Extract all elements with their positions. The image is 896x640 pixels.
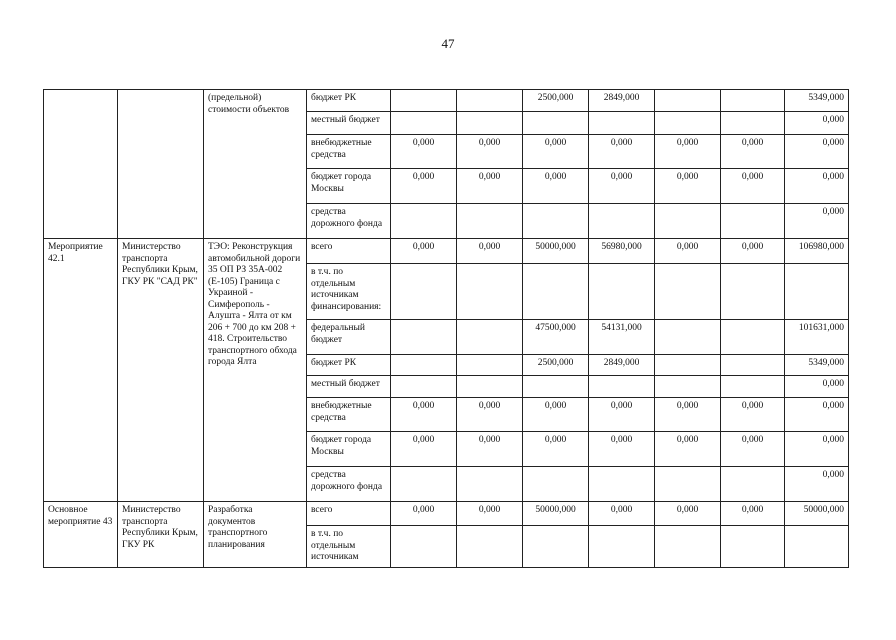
- year-value-cell: [655, 526, 721, 568]
- year-value-cell: [721, 526, 785, 568]
- total-value-cell: 106980,000: [785, 239, 849, 264]
- year-value-cell: [589, 112, 655, 135]
- year-value-cell: 0,000: [457, 239, 523, 264]
- year-value-cell: [457, 112, 523, 135]
- year-value-cell: [457, 467, 523, 502]
- year-value-cell: [721, 112, 785, 135]
- total-value-cell: [785, 264, 849, 320]
- total-value-cell: 0,000: [785, 112, 849, 135]
- year-value-cell: [457, 264, 523, 320]
- total-value-cell: 5349,000: [785, 90, 849, 112]
- year-value-cell: [523, 112, 589, 135]
- funding-source-cell: в т.ч. по отдельным источникам финансирования:: [307, 264, 391, 320]
- year-value-cell: [391, 376, 457, 398]
- year-value-cell: [655, 112, 721, 135]
- year-value-cell: 0,000: [523, 398, 589, 432]
- funding-source-cell: бюджет города Москвы: [307, 432, 391, 467]
- year-value-cell: 0,000: [523, 135, 589, 169]
- year-value-cell: 2849,000: [589, 355, 655, 376]
- year-value-cell: [391, 264, 457, 320]
- year-value-cell: [589, 264, 655, 320]
- total-value-cell: 0,000: [785, 204, 849, 239]
- year-value-cell: [391, 90, 457, 112]
- year-value-cell: [391, 320, 457, 355]
- page-number: 47: [441, 36, 455, 51]
- year-value-cell: 54131,000: [589, 320, 655, 355]
- year-value-cell: [655, 264, 721, 320]
- year-value-cell: 0,000: [721, 432, 785, 467]
- funding-source-cell: всего: [307, 502, 391, 526]
- year-value-cell: [655, 204, 721, 239]
- activity-cell: Мероприятие 42.1: [44, 239, 118, 502]
- year-value-cell: 0,000: [457, 502, 523, 526]
- year-value-cell: [721, 204, 785, 239]
- year-value-cell: 0,000: [721, 239, 785, 264]
- year-value-cell: 2500,000: [523, 355, 589, 376]
- funding-source-cell: федеральный бюджет: [307, 320, 391, 355]
- year-value-cell: 0,000: [457, 135, 523, 169]
- total-value-cell: 0,000: [785, 467, 849, 502]
- funding-source-cell: средства дорожного фонда: [307, 467, 391, 502]
- year-value-cell: [655, 355, 721, 376]
- executor-cell: [118, 90, 204, 239]
- year-value-cell: 0,000: [589, 398, 655, 432]
- year-value-cell: [391, 204, 457, 239]
- year-value-cell: [523, 376, 589, 398]
- total-value-cell: 0,000: [785, 376, 849, 398]
- year-value-cell: [523, 467, 589, 502]
- year-value-cell: [589, 376, 655, 398]
- activity-cell: [44, 90, 118, 239]
- total-value-cell: [785, 526, 849, 568]
- year-value-cell: 50000,000: [523, 239, 589, 264]
- year-value-cell: 0,000: [391, 432, 457, 467]
- executor-cell: Министерство транспорта Республики Крым, ГКУ РК: [118, 502, 204, 568]
- year-value-cell: 0,000: [391, 398, 457, 432]
- funding-source-cell: внебюджетные средства: [307, 398, 391, 432]
- year-value-cell: [391, 112, 457, 135]
- total-value-cell: 0,000: [785, 432, 849, 467]
- funding-source-cell: местный бюджет: [307, 376, 391, 398]
- year-value-cell: [457, 526, 523, 568]
- year-value-cell: 0,000: [589, 432, 655, 467]
- table-row: [44, 239, 849, 264]
- year-value-cell: 0,000: [655, 398, 721, 432]
- year-value-cell: [589, 467, 655, 502]
- total-value-cell: 5349,000: [785, 355, 849, 376]
- year-value-cell: [523, 264, 589, 320]
- year-value-cell: [391, 467, 457, 502]
- year-value-cell: [721, 376, 785, 398]
- funding-source-cell: всего: [307, 239, 391, 264]
- year-value-cell: [523, 204, 589, 239]
- year-value-cell: [523, 526, 589, 568]
- year-value-cell: 0,000: [391, 169, 457, 204]
- total-value-cell: 0,000: [785, 398, 849, 432]
- year-value-cell: [721, 90, 785, 112]
- year-value-cell: [589, 526, 655, 568]
- year-value-cell: [721, 467, 785, 502]
- year-value-cell: 0,000: [589, 169, 655, 204]
- year-value-cell: [391, 355, 457, 376]
- funding-source-cell: в т.ч. по отдельным источникам: [307, 526, 391, 568]
- year-value-cell: [457, 204, 523, 239]
- year-value-cell: [721, 355, 785, 376]
- year-value-cell: 0,000: [457, 398, 523, 432]
- year-value-cell: [391, 526, 457, 568]
- year-value-cell: [589, 204, 655, 239]
- funding-source-cell: бюджет города Москвы: [307, 169, 391, 204]
- funding-source-cell: внебюджетные средства: [307, 135, 391, 169]
- year-value-cell: 0,000: [721, 502, 785, 526]
- year-value-cell: 50000,000: [523, 502, 589, 526]
- total-value-cell: 0,000: [785, 169, 849, 204]
- year-value-cell: 0,000: [721, 135, 785, 169]
- total-value-cell: 50000,000: [785, 502, 849, 526]
- year-value-cell: [721, 320, 785, 355]
- description-cell: Разработка документов транспортного планирования: [204, 502, 307, 568]
- year-value-cell: 0,000: [457, 169, 523, 204]
- year-value-cell: [457, 90, 523, 112]
- year-value-cell: 56980,000: [589, 239, 655, 264]
- year-value-cell: 0,000: [391, 135, 457, 169]
- year-value-cell: 0,000: [391, 502, 457, 526]
- year-value-cell: [457, 320, 523, 355]
- year-value-cell: 0,000: [523, 169, 589, 204]
- year-value-cell: 47500,000: [523, 320, 589, 355]
- year-value-cell: 0,000: [655, 502, 721, 526]
- year-value-cell: 0,000: [589, 502, 655, 526]
- year-value-cell: 0,000: [457, 432, 523, 467]
- year-value-cell: [655, 90, 721, 112]
- year-value-cell: 2500,000: [523, 90, 589, 112]
- year-value-cell: 0,000: [523, 432, 589, 467]
- year-value-cell: 0,000: [655, 239, 721, 264]
- year-value-cell: [655, 320, 721, 355]
- table-row: [44, 502, 849, 526]
- funding-source-cell: местный бюджет: [307, 112, 391, 135]
- funding-source-cell: средства дорожного фонда: [307, 204, 391, 239]
- year-value-cell: 0,000: [655, 432, 721, 467]
- year-value-cell: 2849,000: [589, 90, 655, 112]
- year-value-cell: 0,000: [589, 135, 655, 169]
- year-value-cell: 0,000: [655, 135, 721, 169]
- year-value-cell: 0,000: [391, 239, 457, 264]
- year-value-cell: [457, 376, 523, 398]
- executor-cell: Министерство транспорта Республики Крым, ГКУ РК "САД РК": [118, 239, 204, 502]
- year-value-cell: 0,000: [721, 398, 785, 432]
- description-cell: (предельной) стоимости объектов: [204, 90, 307, 239]
- year-value-cell: [655, 376, 721, 398]
- year-value-cell: [655, 467, 721, 502]
- activity-cell: Основное мероприятие 43: [44, 502, 118, 568]
- table-row: [44, 90, 849, 112]
- description-cell: ТЭО: Реконструкция автомобильной дороги 35 ОП РЗ 35А-002 (Е-105) Граница с Украиной - Симферополь - Алушта - Ялта от км 206 + 700 до км 208 + 418. Строительство транспортного обхода города Ялта: [204, 239, 307, 502]
- funding-source-cell: бюджет РК: [307, 90, 391, 112]
- total-value-cell: 0,000: [785, 135, 849, 169]
- year-value-cell: 0,000: [721, 169, 785, 204]
- total-value-cell: 101631,000: [785, 320, 849, 355]
- year-value-cell: [457, 355, 523, 376]
- budget-table: [43, 89, 849, 568]
- year-value-cell: [721, 264, 785, 320]
- funding-source-cell: бюджет РК: [307, 355, 391, 376]
- year-value-cell: 0,000: [655, 169, 721, 204]
